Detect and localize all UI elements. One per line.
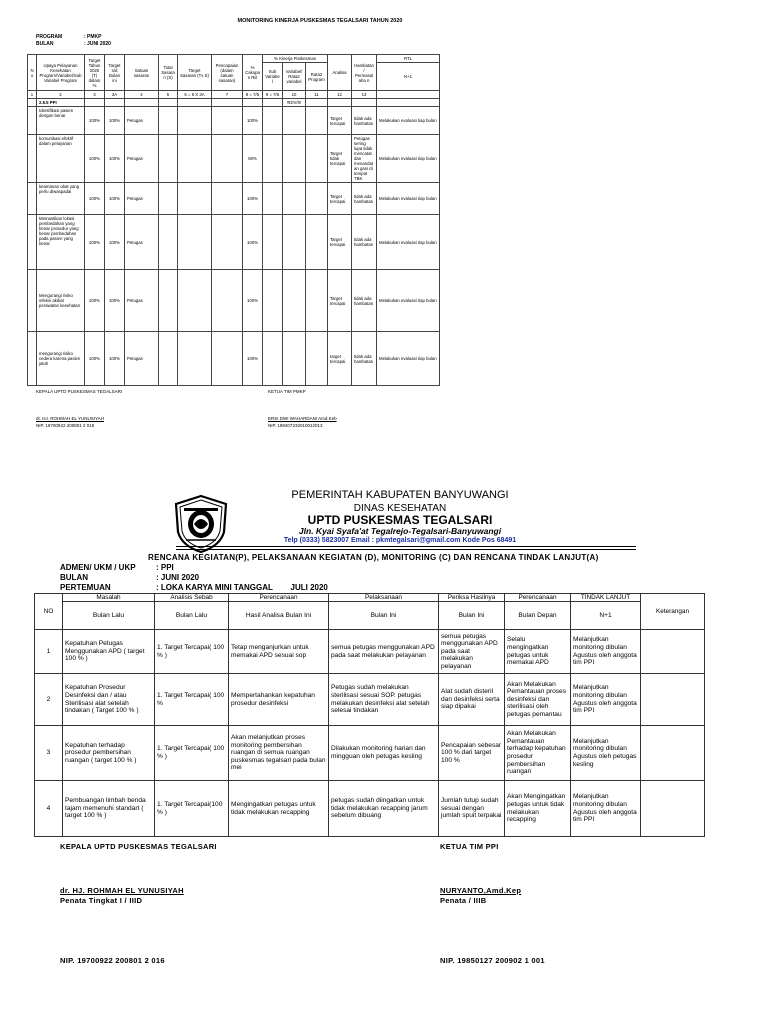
row-upaya: komunikasi efektif dalam pelayanan <box>37 135 85 183</box>
header-keterangan: Keterangan <box>641 594 705 630</box>
row-rtl: Melakukan evaluasi tiap bulan <box>377 270 440 332</box>
row-rtl: Melakukan evaluasi tiap bulan <box>377 135 440 183</box>
header-cakupan: % Cakupan Riil <box>243 55 263 91</box>
row-target: 100% <box>85 215 105 270</box>
row-analisa: Target tercapai <box>328 215 352 270</box>
letterhead-department: DINAS KESEHATAN <box>353 503 447 514</box>
program-value: : PMKP <box>84 34 102 40</box>
header-target-sd: Target s/d Bulan ini <box>105 55 125 91</box>
colnum-7: 7 <box>212 91 243 99</box>
row-no: 1 <box>35 630 63 674</box>
table-row <box>35 781 705 837</box>
table-row <box>28 107 440 135</box>
row-target: 100% <box>85 183 105 215</box>
row-perencanaan: Akan melanjutkan proses monitoring pembersihan ruangan di semua ruangan puskesmas tegalsari pada bulan mei <box>229 726 329 781</box>
meta-value: : JUNI 2020 <box>156 573 200 582</box>
row-perencanaan: Tetap menganjurkan untuk memakai APD sesuai sop <box>229 630 329 674</box>
letterhead-divider-thin <box>176 549 636 550</box>
column-number-row <box>28 91 440 99</box>
monitoring-sign-left-title: KEPALA UPTD PUSKESMAS TEGALSARI <box>36 389 123 394</box>
colnum-3: 3 <box>85 91 105 99</box>
header-bulan-lalu-2: Bulan Lalu <box>155 602 229 630</box>
row-pelaksanaan: petugas sudah diingatkan untuk tidak melakukan recapping jarum sebelum dibuang <box>329 781 439 837</box>
colnum-8: 8 = 7/5 <box>243 91 263 99</box>
row-cakupan: 100% <box>243 107 263 135</box>
rpk-meta-bulan <box>60 573 199 582</box>
header-bulan-lalu: Bulan Lalu <box>63 602 155 630</box>
row-masalah: Kepatuhan Prosedur Desinfeksi dan / atau Sterilisasi alat setelah tindakan ( Target 100 % ) <box>63 674 155 726</box>
header-upaya: Upaya Pelayanan Kesehatan Program/Variabel/Sub Variabel Program <box>37 55 85 91</box>
bulan-value: : JUNI 2020 <box>84 41 111 47</box>
row-pelaksanaan: Dilakukan monitoring harian dan mingguan oleh petugas kesling <box>329 726 439 781</box>
monitoring-sign-right-name: ERSI DWI WAHARDANI Amd.Keb <box>268 416 337 421</box>
row-tindak-lanjut: Melanjutkan monitoring dibulan Agustus oleh anggota tim PPI <box>571 674 641 726</box>
rpk-sign-left-title: KEPALA UPTD PUSKESMAS TEGALSARI <box>60 842 217 851</box>
table-row <box>35 674 705 726</box>
row-cakupan: 100% <box>243 215 263 270</box>
row-cakupan: 80% <box>243 135 263 183</box>
header-target-sasaran: Target Sasaran (Tx S) <box>178 55 212 91</box>
row-satuan: Petugas <box>125 183 159 215</box>
row-masalah: Kepatuhan Petugas Menggunakan APD ( target 100 % ) <box>63 630 155 674</box>
rpk-meta-admen <box>60 563 174 572</box>
row-target-sd: 100% <box>105 270 125 332</box>
row-analisa: Target tercapai <box>328 183 352 215</box>
row-rencana-depan: Akan Mengingatkan petugas untuk tidak melakukan recapping <box>505 781 571 837</box>
row-target: 100% <box>85 135 105 183</box>
rpk-sign-left-nip: NIP. 19700922 200801 2 016 <box>60 956 165 965</box>
row-satuan: Petugas <box>125 270 159 332</box>
meta-value: : LOKA KARYA MINI TANGGAL JULI 2020 <box>156 583 328 592</box>
row-hambatan: tidak ada hambatan <box>352 270 377 332</box>
rpk-sign-right-name: NURYANTO,Amd.Kep <box>440 886 522 895</box>
colnum-10: 10 <box>283 91 306 99</box>
row-target-sd: 100% <box>105 183 125 215</box>
row-cakupan: 100% <box>243 332 263 386</box>
row-keterangan <box>641 726 705 781</box>
row-rtl: Melakukan evaluasi tiap bulan <box>377 332 440 386</box>
monitoring-title: MONITORING KINERJA PUSKESMAS TEGALSARI TAHUN 2020 <box>237 18 403 24</box>
row-periksa: Alat sudah disteril dan desinfeksi serta siap dipakai <box>439 674 505 726</box>
row-analisis: 1. Target Tercapai( 100 % ) <box>155 630 229 674</box>
row-rtl: Melakukan evaluasi tiap bulan <box>377 107 440 135</box>
row-satuan: Petugas <box>125 215 159 270</box>
row-analisis: 1. Target Tercapai(100 % ) <box>155 781 229 837</box>
row-tindak-lanjut: Melanjutkan monitoring dibulan Agustus oleh anggota tim PPI <box>571 630 641 674</box>
header-pelaksanaan: Pelaksanaan <box>329 594 439 602</box>
table-row <box>28 183 440 215</box>
rpk-title: RENCANA KEGIATAN(P), PELAKSANAAN KEGIATAN (D), MONITORING (C) DAN RENCANA TINDAK LANJUT(A) <box>148 553 599 562</box>
meta-label: ADMEN/ UKM / UKP <box>60 563 136 572</box>
row-upaya: keamanan obat yang perlu diwaspadai <box>37 183 85 215</box>
row-pelaksanaan: semua petugas menggunakan APD pada saat melakukan pelayanan <box>329 630 439 674</box>
row-cakupan: 100% <box>243 183 263 215</box>
letterhead-contact: Telp (0333) 5823007 Email : pkmtegalsari@gmail.com Kode Pos 68491 <box>283 537 517 544</box>
row-cakupan: 100% <box>243 270 263 332</box>
meta-label: BULAN <box>60 573 88 582</box>
row-analisis: 1. Target Tercapai( 100 % ) <box>155 726 229 781</box>
colnum-9: 9 = 7/6 <box>263 91 283 99</box>
header-no: NO <box>35 594 63 630</box>
row-no: 4 <box>35 781 63 837</box>
colnum-1: 1 <box>28 91 37 99</box>
bulan-label: BULAN <box>36 41 54 47</box>
row-no: 3 <box>35 726 63 781</box>
rpk-sign-right-nip: NIP. 19850127 200902 1 001 <box>440 956 545 965</box>
table-row <box>28 135 440 183</box>
letterhead-government: PEMERINTAH KABUPATEN BANYUWANGI <box>291 489 509 501</box>
row-target: 100% <box>85 107 105 135</box>
rpk-sign-left-name: dr. HJ. ROHMAH EL YUNUSIYAH <box>60 886 184 895</box>
meta-label: PERTEMUAN <box>60 583 111 592</box>
header-no: No <box>28 55 37 91</box>
header-n1: N+1 <box>571 602 641 630</box>
header-sub-variabel: Sub Variabel <box>263 63 283 91</box>
monitoring-table <box>27 54 440 386</box>
letterhead-divider <box>176 546 636 547</box>
meta-value: : PPI <box>156 563 174 572</box>
header-satuan: Satuan sasaran <box>125 55 159 91</box>
row-target: 100% <box>85 332 105 386</box>
row-analisis: 1. Target Tercapai( 100 % <box>155 674 229 726</box>
row-hambatan: tidak ada hambatan <box>352 215 377 270</box>
row-satuan: Petugas <box>125 135 159 183</box>
row-keterangan <box>641 781 705 837</box>
header-bulan-ini: Bulan Ini <box>329 602 439 630</box>
row-target-sd: 100% <box>105 135 125 183</box>
header-hambatan: Hambatan / Permasalaha n <box>352 55 377 91</box>
colnum-4: 4 <box>125 91 159 99</box>
row-target: 100% <box>85 270 105 332</box>
header-perencanaan: Perencanaan <box>229 594 329 602</box>
rpk-meta-pertemuan <box>60 583 328 592</box>
row-analisa: Target tidak tercapai <box>328 135 352 183</box>
row-target-sd: 100% <box>105 215 125 270</box>
header-analisis: Analisis Sebab <box>155 594 229 602</box>
row-analisa: Target tercapai <box>328 270 352 332</box>
row-perencanaan: Mempertahankan kepatuhan prosedur desinfeksi <box>229 674 329 726</box>
table-row <box>28 332 440 386</box>
row-pelaksanaan: Petugas sudah melakukan sterilisasi sesuai SOP. petugas melakukan desinfeksi alat setelah selesai tindakan <box>329 674 439 726</box>
rpk-table <box>34 593 705 837</box>
header-rata-program: Rata2 Program <box>306 63 328 91</box>
colnum-6: 6 = 5 X 3A <box>178 91 212 99</box>
row-upaya: Mengurangi risiko infeksi akibat perawatan kesehatan <box>37 270 85 332</box>
program-label: PROGRAM <box>36 34 63 40</box>
rpk-sign-right-rank: Penata / IIIB <box>440 896 487 905</box>
row-masalah: Kepatuhan terhadap prosedur pembersihan ruangan ( target 100 % ) <box>63 726 155 781</box>
row-rencana-depan: Akan Melakukan Pemantauan terhadap kepatuhan prosedur pembersihan ruangan <box>505 726 571 781</box>
header-rtl: RTL <box>377 55 440 63</box>
header-perencanaan-depan: Perencanaan <box>505 594 571 602</box>
colnum-3a: 3A <box>105 91 125 99</box>
rpk-sign-right-title: KETUA TIM PPI <box>440 842 499 851</box>
table-row <box>28 270 440 332</box>
row-analisa: target tercapai <box>328 332 352 386</box>
row-keterangan <box>641 674 705 726</box>
colnum-12: 12 <box>328 91 352 99</box>
colnum-11: 11 <box>306 91 328 99</box>
rpk-sign-left-rank: Penata Tingkat I / IIID <box>60 896 143 905</box>
header-target-tahun: Target Tahun 2020 (T) dalam % <box>85 55 105 91</box>
row-satuan: Petugas <box>125 332 159 386</box>
header-bulan-ini-2: Bulan Ini <box>439 602 505 630</box>
row-target-sd: 100% <box>105 107 125 135</box>
row-tindak-lanjut: Melanjutkan monitoring dibulan Agustus oleh petugas kesling <box>571 726 641 781</box>
header-bulan-depan: Bulan Depan <box>505 602 571 630</box>
header-kinerja: % Kinerja Puskesmas <box>263 55 328 63</box>
monitoring-sign-left-nip: NIP. 19700922 200801 2 016 <box>36 423 95 428</box>
section-row <box>28 99 440 107</box>
row-periksa: Pencapaian sebesar 100 % dari target 100 % <box>439 726 505 781</box>
header-analisa: Analisa <box>328 55 352 91</box>
monitoring-sign-right-nip: NIP. 198407232010012013 <box>268 423 323 428</box>
table-row <box>35 726 705 781</box>
header-hasil-analisa: Hasil Analisa Bulan Ini <box>229 602 329 630</box>
row-rencana-depan: Akan Melakukan Pemantauan proses desinfeksi dan sterilisasi oleh petugas pemantau <box>505 674 571 726</box>
row-hambatan: tidak ada hambatan <box>352 332 377 386</box>
letterhead-unit: UPTD PUSKESMAS TEGALSARI <box>307 513 493 527</box>
row-analisa: Target tercapai <box>328 107 352 135</box>
row-keterangan <box>641 630 705 674</box>
colnum-5: 5 <box>159 91 178 99</box>
row-rencana-depan: Selalu mengingatkan petugas untuk memakai APD <box>505 630 571 674</box>
row-tindak-lanjut: Melanjutkan monitoring dibulan Agustus oleh anggota tim PPI <box>571 781 641 837</box>
row-masalah: Pembuangan limbah benda tajam memenuhi standart ( target 100 % ) <box>63 781 155 837</box>
header-masalah: Masalah <box>63 594 155 602</box>
monitoring-sign-right-title: KETUA TIM PMKP <box>268 389 306 394</box>
header-pencapaian: Pencapaian (dalam satuan sasaran) <box>212 55 243 91</box>
colnum-2: 2 <box>37 91 85 99</box>
row-hambatan: tidak ada hambatan <box>352 183 377 215</box>
row-no: 2 <box>35 674 63 726</box>
header-total-sasaran: Total Sasaran (S) <box>159 55 178 91</box>
row-periksa: semua petugas menggunakan APD pada saat melakukan pelayanan <box>439 630 505 674</box>
row-periksa: Jumlah tutup sudah sesuai dengan jumlah spuit terpakai <box>439 781 505 837</box>
row-hambatan: Petugas sering lupa tidak mencatat dan menandatan gani di tempat TBK <box>352 135 377 183</box>
row-satuan: Petugas <box>125 107 159 135</box>
section-label: 2.5.5 PPI <box>37 99 85 107</box>
letterhead-address: Jln. Kyai Syafa'at Tegalrejo-Tegalsari-Banyuwangi <box>298 526 502 536</box>
div-error: #DIV/0! <box>283 99 306 107</box>
header-periksa: Periksa Hasilnya <box>439 594 505 602</box>
row-target-sd: 100% <box>105 332 125 386</box>
header-n1: N+1 <box>377 63 440 91</box>
table-row <box>35 630 705 674</box>
monitoring-sign-left-name: dr. HJ. ROHMAH EL YUNUSIYAH <box>36 416 104 421</box>
header-variabel: Variabel/ Rata2 variabel <box>283 63 306 91</box>
header-tindak-lanjut: TINDAK LANJUT <box>571 594 641 602</box>
row-upaya: Identifikasi pasien dengan benar <box>37 107 85 135</box>
colnum-13: 13 <box>352 91 377 99</box>
row-upaya: Memastikan lokasi pembedahan yang benar prosedur yang benar pembedahan pada pasien yang benar <box>37 215 85 270</box>
table-row <box>28 215 440 270</box>
row-rtl: Melakukan evaluasi tiap bulan <box>377 215 440 270</box>
row-hambatan: tidak ada hambatan <box>352 107 377 135</box>
row-rtl: Melakukan evaluasi tiap bulan <box>377 183 440 215</box>
row-perencanaan: Mengingatkan petugas untuk tidak melakukan recapping <box>229 781 329 837</box>
row-upaya: mengurangi risiko cedera karena pasien jatuh <box>37 332 85 386</box>
